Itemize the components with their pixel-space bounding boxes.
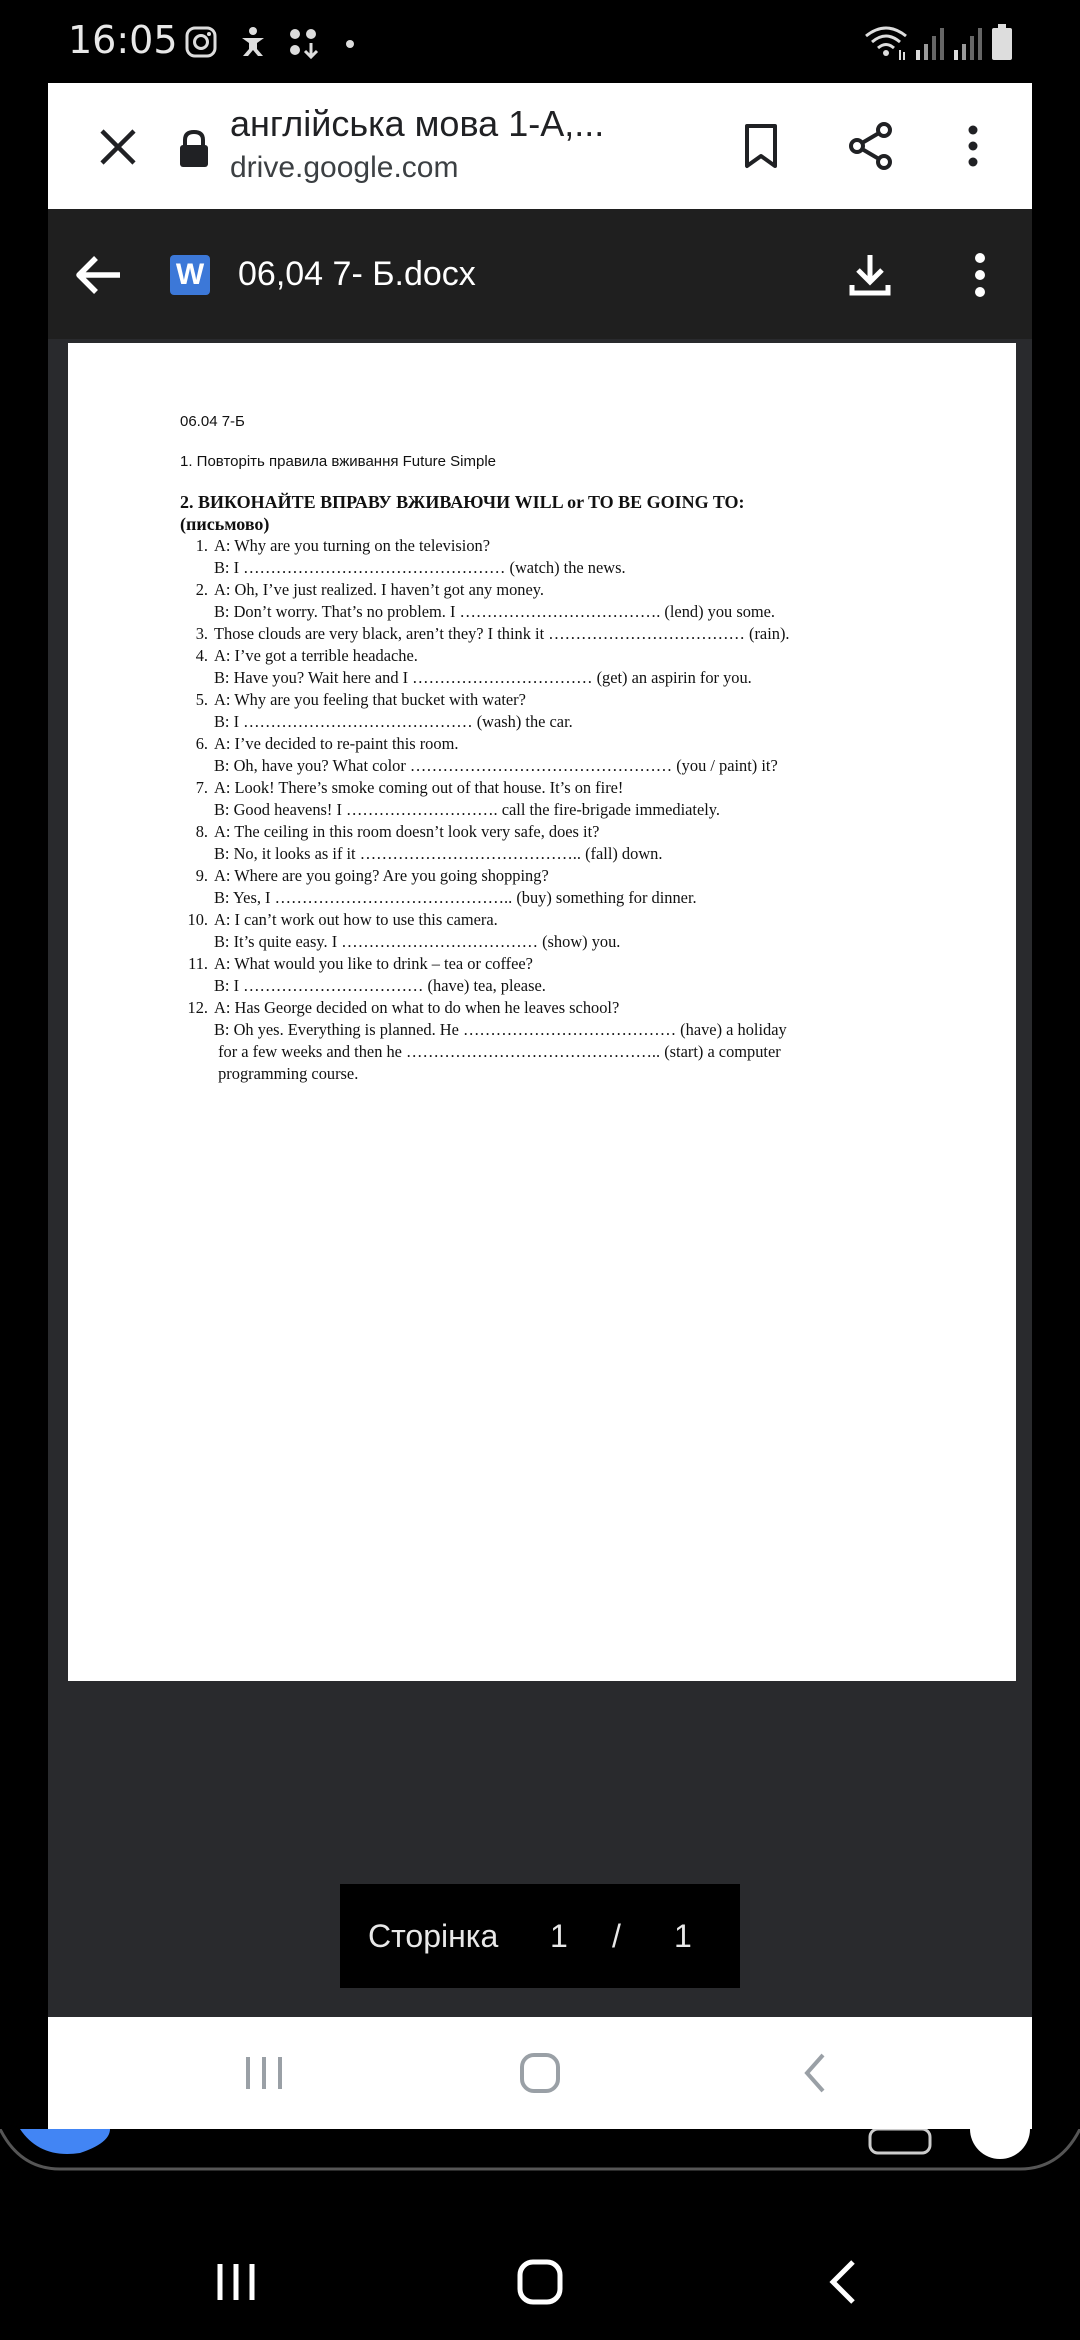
more-vert-icon — [972, 252, 988, 298]
system-navigation-bar — [0, 2220, 1080, 2340]
signal-icon — [952, 22, 988, 62]
exercise-line — [180, 1063, 940, 1085]
exercise-list — [180, 535, 940, 1085]
exercise-text: Those clouds are very black, aren’t they? I think it ……………………………… (rain). — [214, 624, 790, 643]
underlying-app-edge — [0, 2129, 1080, 2199]
document-page — [68, 343, 1016, 1681]
page-url: drive.google.com — [230, 151, 459, 184]
exercise-line — [180, 579, 940, 601]
exercise-text: A: I can’t work out how to use this camera. — [214, 910, 498, 929]
instagram-icon — [184, 22, 218, 62]
exercise-text: A: Has George decided on what to do when he leaves school? — [214, 998, 620, 1017]
exercise-line — [180, 755, 940, 777]
share-button[interactable] — [838, 113, 904, 179]
custom-tab-toolbar — [48, 83, 1032, 209]
exercise-line — [180, 733, 940, 755]
inner-recent-apps-button[interactable] — [234, 2043, 294, 2103]
recent-apps-icon — [242, 2053, 286, 2093]
task-2-line-2: (письмово) — [180, 514, 270, 534]
exercise-line — [180, 557, 940, 579]
exercise-line — [180, 799, 940, 821]
exercise-line — [180, 645, 940, 667]
exercise-text: A: I’ve decided to re-paint this room. — [214, 734, 459, 753]
bookmark-icon — [741, 122, 781, 170]
exercise-line — [180, 887, 940, 909]
download-button[interactable] — [842, 247, 898, 303]
viewer-more-button[interactable] — [952, 247, 1008, 303]
exercise-number: 10. — [187, 910, 208, 929]
exercise-text: B: It’s quite easy. I ……………………………… (show) you. — [214, 932, 621, 951]
exercise-line — [180, 821, 940, 843]
wifi-icon — [862, 22, 910, 62]
recent-apps-button[interactable] — [204, 2250, 268, 2314]
back-button[interactable] — [70, 245, 130, 305]
exercise-text: A: Look! There’s smoke coming out of that house. It’s on fire! — [214, 778, 624, 797]
exercise-text: for a few weeks and then he ……………………………………….. (start) a computer — [214, 1042, 781, 1061]
exercise-line — [180, 711, 940, 733]
exercise-text: A: The ceiling in this room doesn’t look very safe, does it? — [214, 822, 600, 841]
exercise-line — [180, 535, 940, 557]
exercise-line — [180, 843, 940, 865]
exercise-line — [180, 975, 940, 997]
dot-icon — [342, 22, 358, 62]
exercise-text: A: Why are you turning on the television? — [214, 536, 490, 555]
status-time: 16:05 — [68, 18, 178, 62]
back-button-system[interactable] — [810, 2250, 874, 2314]
exercise-line — [180, 777, 940, 799]
inner-home-button[interactable] — [510, 2043, 570, 2103]
page-label: Сторінка — [368, 1918, 499, 1954]
task-2-heading — [180, 491, 940, 535]
close-button[interactable] — [84, 113, 152, 181]
exercise-text: B: Good heavens! I ………………………. call the fire-brigade immediately. — [214, 800, 721, 819]
exercise-number: 8. — [195, 822, 208, 841]
exercise-number: 2. — [195, 580, 208, 599]
back-arrow-icon — [70, 245, 130, 305]
home-icon — [518, 2051, 562, 2095]
exercise-number: 6. — [195, 734, 208, 753]
exercise-line — [180, 623, 940, 645]
exercise-number: 12. — [187, 998, 208, 1017]
more-vert-icon — [965, 124, 981, 168]
exercise-text: B: Don’t worry. That’s no problem. I ………………………………. (lend) you some. — [214, 602, 776, 621]
viewer-toolbar — [48, 209, 1032, 339]
exercise-text: programming course. — [214, 1064, 359, 1083]
app-grid-icon — [286, 22, 320, 62]
signal-icon — [914, 22, 950, 62]
exercise-number: 1. — [195, 536, 208, 555]
exercise-line — [180, 689, 940, 711]
task-2-line-1: 2. ВИКОНАЙТЕ ВПРАВУ ВЖИВАЮЧИ WILL or TO BE GOING TO: — [180, 492, 745, 512]
exercise-number: 5. — [195, 690, 208, 709]
exercise-number: 4. — [195, 646, 208, 665]
exercise-text: B: Oh, have you? What color ………………………………………… (you / paint) it? — [214, 756, 778, 775]
exercise-text: B: Have you? Wait here and I …………………………… (get) an aspirin for you. — [214, 668, 752, 687]
exercise-number: 11. — [188, 954, 208, 973]
file-name: 06,04 7- Б.docx — [238, 255, 476, 293]
exercise-line — [180, 931, 940, 953]
exercise-text: B: No, it looks as if it ………………………………….. (fall) down. — [214, 844, 663, 863]
home-icon — [516, 2258, 564, 2306]
inner-back-button[interactable] — [784, 2043, 844, 2103]
battery-icon — [990, 22, 1014, 62]
exercise-number: 9. — [195, 866, 208, 885]
exercise-line — [180, 1041, 940, 1063]
exercise-line — [180, 997, 940, 1019]
exercise-line — [180, 909, 940, 931]
current-page: 1 — [550, 1918, 568, 1954]
exercise-line — [180, 1019, 940, 1041]
page-title: англійська мова 1-А,... — [230, 103, 605, 144]
page-indicator — [340, 1884, 740, 1988]
exercise-line — [180, 601, 940, 623]
task-1: 1. Повторіть правила вживання Future Simple — [180, 453, 497, 470]
total-pages: 1 — [674, 1918, 692, 1954]
back-icon — [825, 2258, 859, 2306]
document-header: 06.04 7-Б — [180, 413, 245, 430]
exercise-line — [180, 667, 940, 689]
lock-icon — [176, 129, 212, 169]
inner-navigation-bar — [48, 2017, 1032, 2129]
exercise-text: A: Why are you feeling that bucket with water? — [214, 690, 526, 709]
drive-file-viewer — [48, 209, 1032, 2017]
exercise-text: B: I …………………………… (have) tea, please. — [214, 976, 546, 995]
exercise-line — [180, 953, 940, 975]
download-icon — [846, 251, 894, 299]
exercise-text: B: Oh yes. Everything is planned. He ………………………………… (have) a holiday — [214, 1020, 787, 1039]
share-icon — [846, 121, 896, 171]
close-icon — [98, 127, 138, 167]
page-separator: / — [612, 1918, 621, 1954]
exercise-text: A: I’ve got a terrible headache. — [214, 646, 418, 665]
word-file-icon: W — [170, 255, 210, 295]
more-options-button[interactable] — [940, 113, 1006, 179]
status-bar — [0, 0, 1080, 82]
exercise-text: B: I …………………………………… (wash) the car. — [214, 712, 573, 731]
accessibility-icon — [236, 22, 270, 62]
exercise-text: A: What would you like to drink – tea or coffee? — [214, 954, 533, 973]
exercise-text: B: Yes, I …………………………………….. (buy) something for dinner. — [214, 888, 697, 907]
exercise-text: A: Where are you going? Are you going shopping? — [214, 866, 549, 885]
exercise-text: A: Oh, I’ve just realized. I haven’t got any money. — [214, 580, 544, 599]
recent-apps-icon — [214, 2260, 258, 2304]
home-button[interactable] — [508, 2250, 572, 2314]
exercise-line — [180, 865, 940, 887]
back-icon — [799, 2051, 829, 2095]
exercise-text: B: I ………………………………………… (watch) the news. — [214, 558, 626, 577]
exercise-number: 3. — [195, 624, 208, 643]
exercise-number: 7. — [195, 778, 208, 797]
bookmark-button[interactable] — [728, 113, 794, 179]
